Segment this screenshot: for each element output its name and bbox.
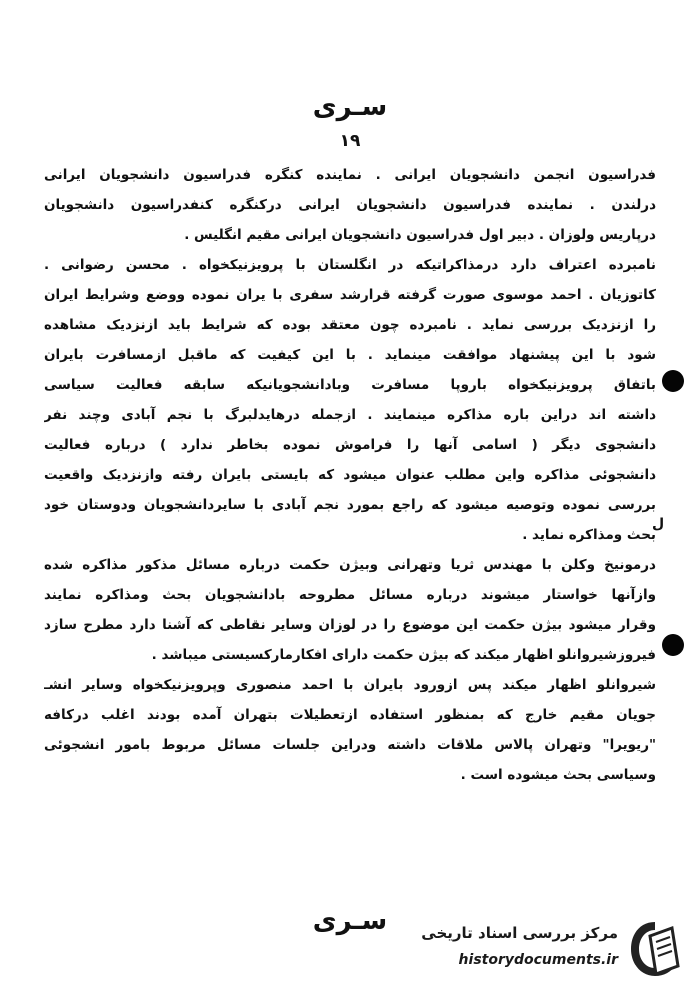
text-line: را ازنزدیک بررسی نماید . نامبرده چون معتقد بوده که شرایط باید ازنزدیک مشاهده xyxy=(44,317,656,333)
text-line: وقرار میشود بیژن حکمت این موضوع را در لوزان وسایر نقاطی که آشنا دارد مطرح سازد xyxy=(44,617,656,633)
text-line: دانشجوئی مذاکره واین مطلب عنوان میشود که بایستی بایران رفته وازنزدیک واقعیت xyxy=(44,467,656,483)
punch-hole xyxy=(662,634,684,656)
margin-mark: ل xyxy=(652,516,665,532)
text-line: شود با این پیشنهاد موافقت مینماید . با این کیفیت که ماقبل ازمسافرت بایران xyxy=(44,347,656,363)
text-line: درپاریس ولوزان . دبیر اول فدراسیون دانشجویان ایرانی مقیم انگلیس . xyxy=(184,227,656,243)
text-line: شیروانلو اظهار میکند پس ازورود بایران با احمد منصوری وپرویزنیکخواه وسایر انشـ xyxy=(44,677,656,693)
text-line: وازآنها خواستار میشوند درباره مسائل مطروحه بادانشجویان بحث ومذاکره نمایند xyxy=(44,587,656,603)
text-line: بحث ومذاکره نماید . xyxy=(522,527,656,543)
text-line: وسیاسی بحث میشوده است . xyxy=(460,767,656,783)
text-line: فیروزشیروانلو اظهار میکند که بیژن حکمت دارای افکارمارکسیستی میباشد . xyxy=(151,647,656,663)
text-line: "ریویرا" وتهران پالاس ملاقات داشته ودراین جلسات مسائل مربوط بامور انشجوئی xyxy=(44,737,656,753)
watermark-url[interactable]: historydocuments.ir xyxy=(458,952,618,968)
archive-logo-icon xyxy=(626,918,684,980)
classification-footer: سـری xyxy=(312,906,388,936)
text-line: کاتوزیان . احمد موسوی صورت گرفته قرارشد سفری با یران نموده ووضع وشرایط ایران xyxy=(44,287,656,303)
text-line: داشته اند دراین باره مذاکره مینمایند . ازجمله درهایدلبرگ با نجم آبادی وچند نفر xyxy=(44,407,656,423)
text-line: جویان مقیم خارج که بمنظور استفاده ازتعطیلات بتهران آمده بودند اغلب درکافه xyxy=(44,707,656,723)
watermark-title: مرکز بررسی اسناد تاریخی xyxy=(421,924,618,942)
text-line: بررسی نموده وتوصیه میشود که راجع بمورد نجم آبادی با سایردانشجویان ودوستان خود xyxy=(44,497,656,513)
text-line: درلندن . نماینده فدراسیون دانشجویان ایرانی درکنگره کنفدراسیون دانشجویان xyxy=(44,197,656,213)
text-line: دانشجوی دیگر ( اسامی آنها را فراموش نموده بخاطر ندارد ) درباره فعالیت xyxy=(44,437,656,453)
document-body xyxy=(44,160,656,790)
text-line: درمونیخ وکلن با مهندس ثریا وتهرانی وبیژن حکمت درباره مسائل مذکور مذاکره شده xyxy=(44,557,656,573)
text-line: نامبرده اعتراف دارد درمذاکراتیکه در انگلستان با پرویزنیکخواه . محسن رضوانی . xyxy=(44,257,656,273)
punch-hole xyxy=(662,370,684,392)
archive-watermark xyxy=(410,916,690,982)
text-line: فدراسیون انجمن دانشجویان ایرانی . نماینده کنگره فدراسیون دانشجویان ایرانی xyxy=(44,167,656,183)
classification-header: سـری xyxy=(312,92,388,122)
page-number: ۱۹ xyxy=(339,131,361,151)
text-line: باتفاق پرویزنیکخواه باروپا مسافرت وبادانشجویانیکه سابقه فعالیت سیاسی xyxy=(44,377,656,393)
